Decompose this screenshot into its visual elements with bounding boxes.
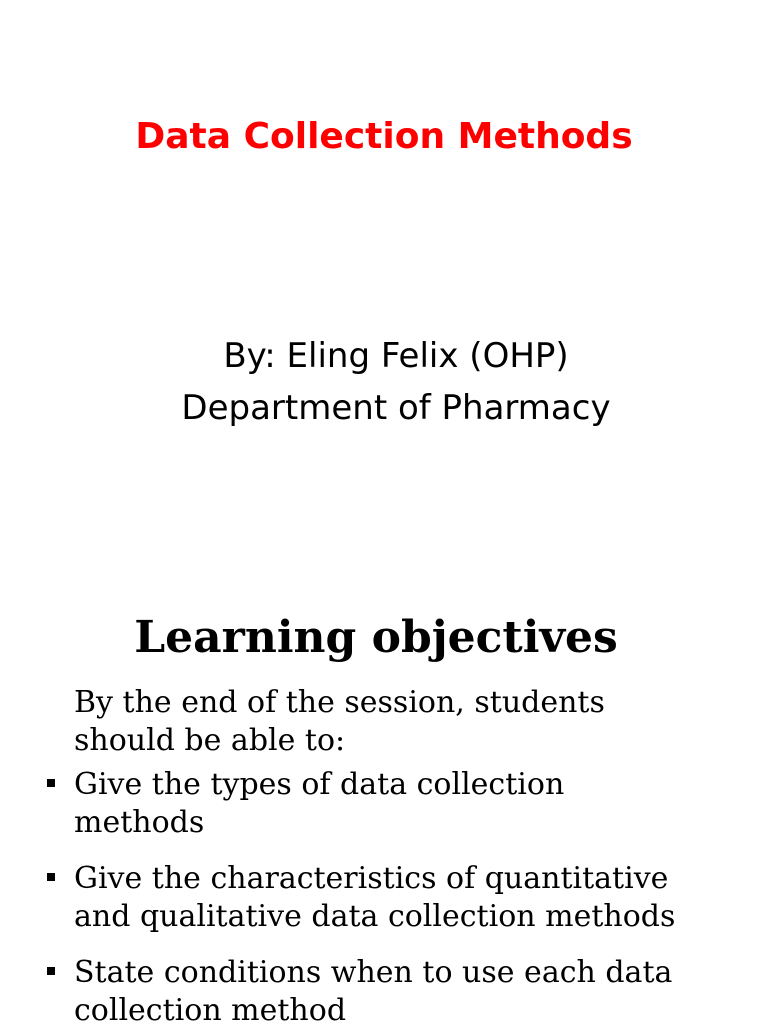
objectives-list [0, 766, 768, 1024]
intro-line: should be able to: [74, 723, 346, 758]
list-item-line: State conditions when to use each data [74, 955, 673, 990]
department-line: Department of Pharmacy [181, 388, 611, 428]
objectives-slide [0, 576, 768, 1024]
square-bullet-icon [47, 873, 55, 881]
list-item-line: and qualitative data collection methods [74, 899, 676, 934]
slide-heading: Learning objectives [134, 612, 618, 663]
list-item [0, 954, 768, 1024]
list-item-text [74, 766, 768, 842]
intro-text [0, 684, 768, 760]
list-item-line: Give the types of data collection [74, 767, 565, 802]
list-item [0, 766, 768, 842]
list-item-line: collection method [74, 993, 347, 1024]
author-line: By: Eling Felix (OHP) [223, 336, 569, 376]
list-item [0, 860, 768, 936]
list-item-text [74, 954, 768, 1024]
list-item-text [74, 860, 768, 936]
square-bullet-icon [47, 779, 55, 787]
list-item-line: Give the characteristics of quantitative [74, 861, 669, 896]
slide-body [0, 684, 768, 1024]
intro-line: By the end of the session, students [74, 685, 605, 720]
presentation-title: Data Collection Methods [135, 116, 633, 157]
list-item-line: methods [74, 805, 205, 840]
square-bullet-icon [47, 967, 55, 975]
author-block [0, 330, 768, 434]
